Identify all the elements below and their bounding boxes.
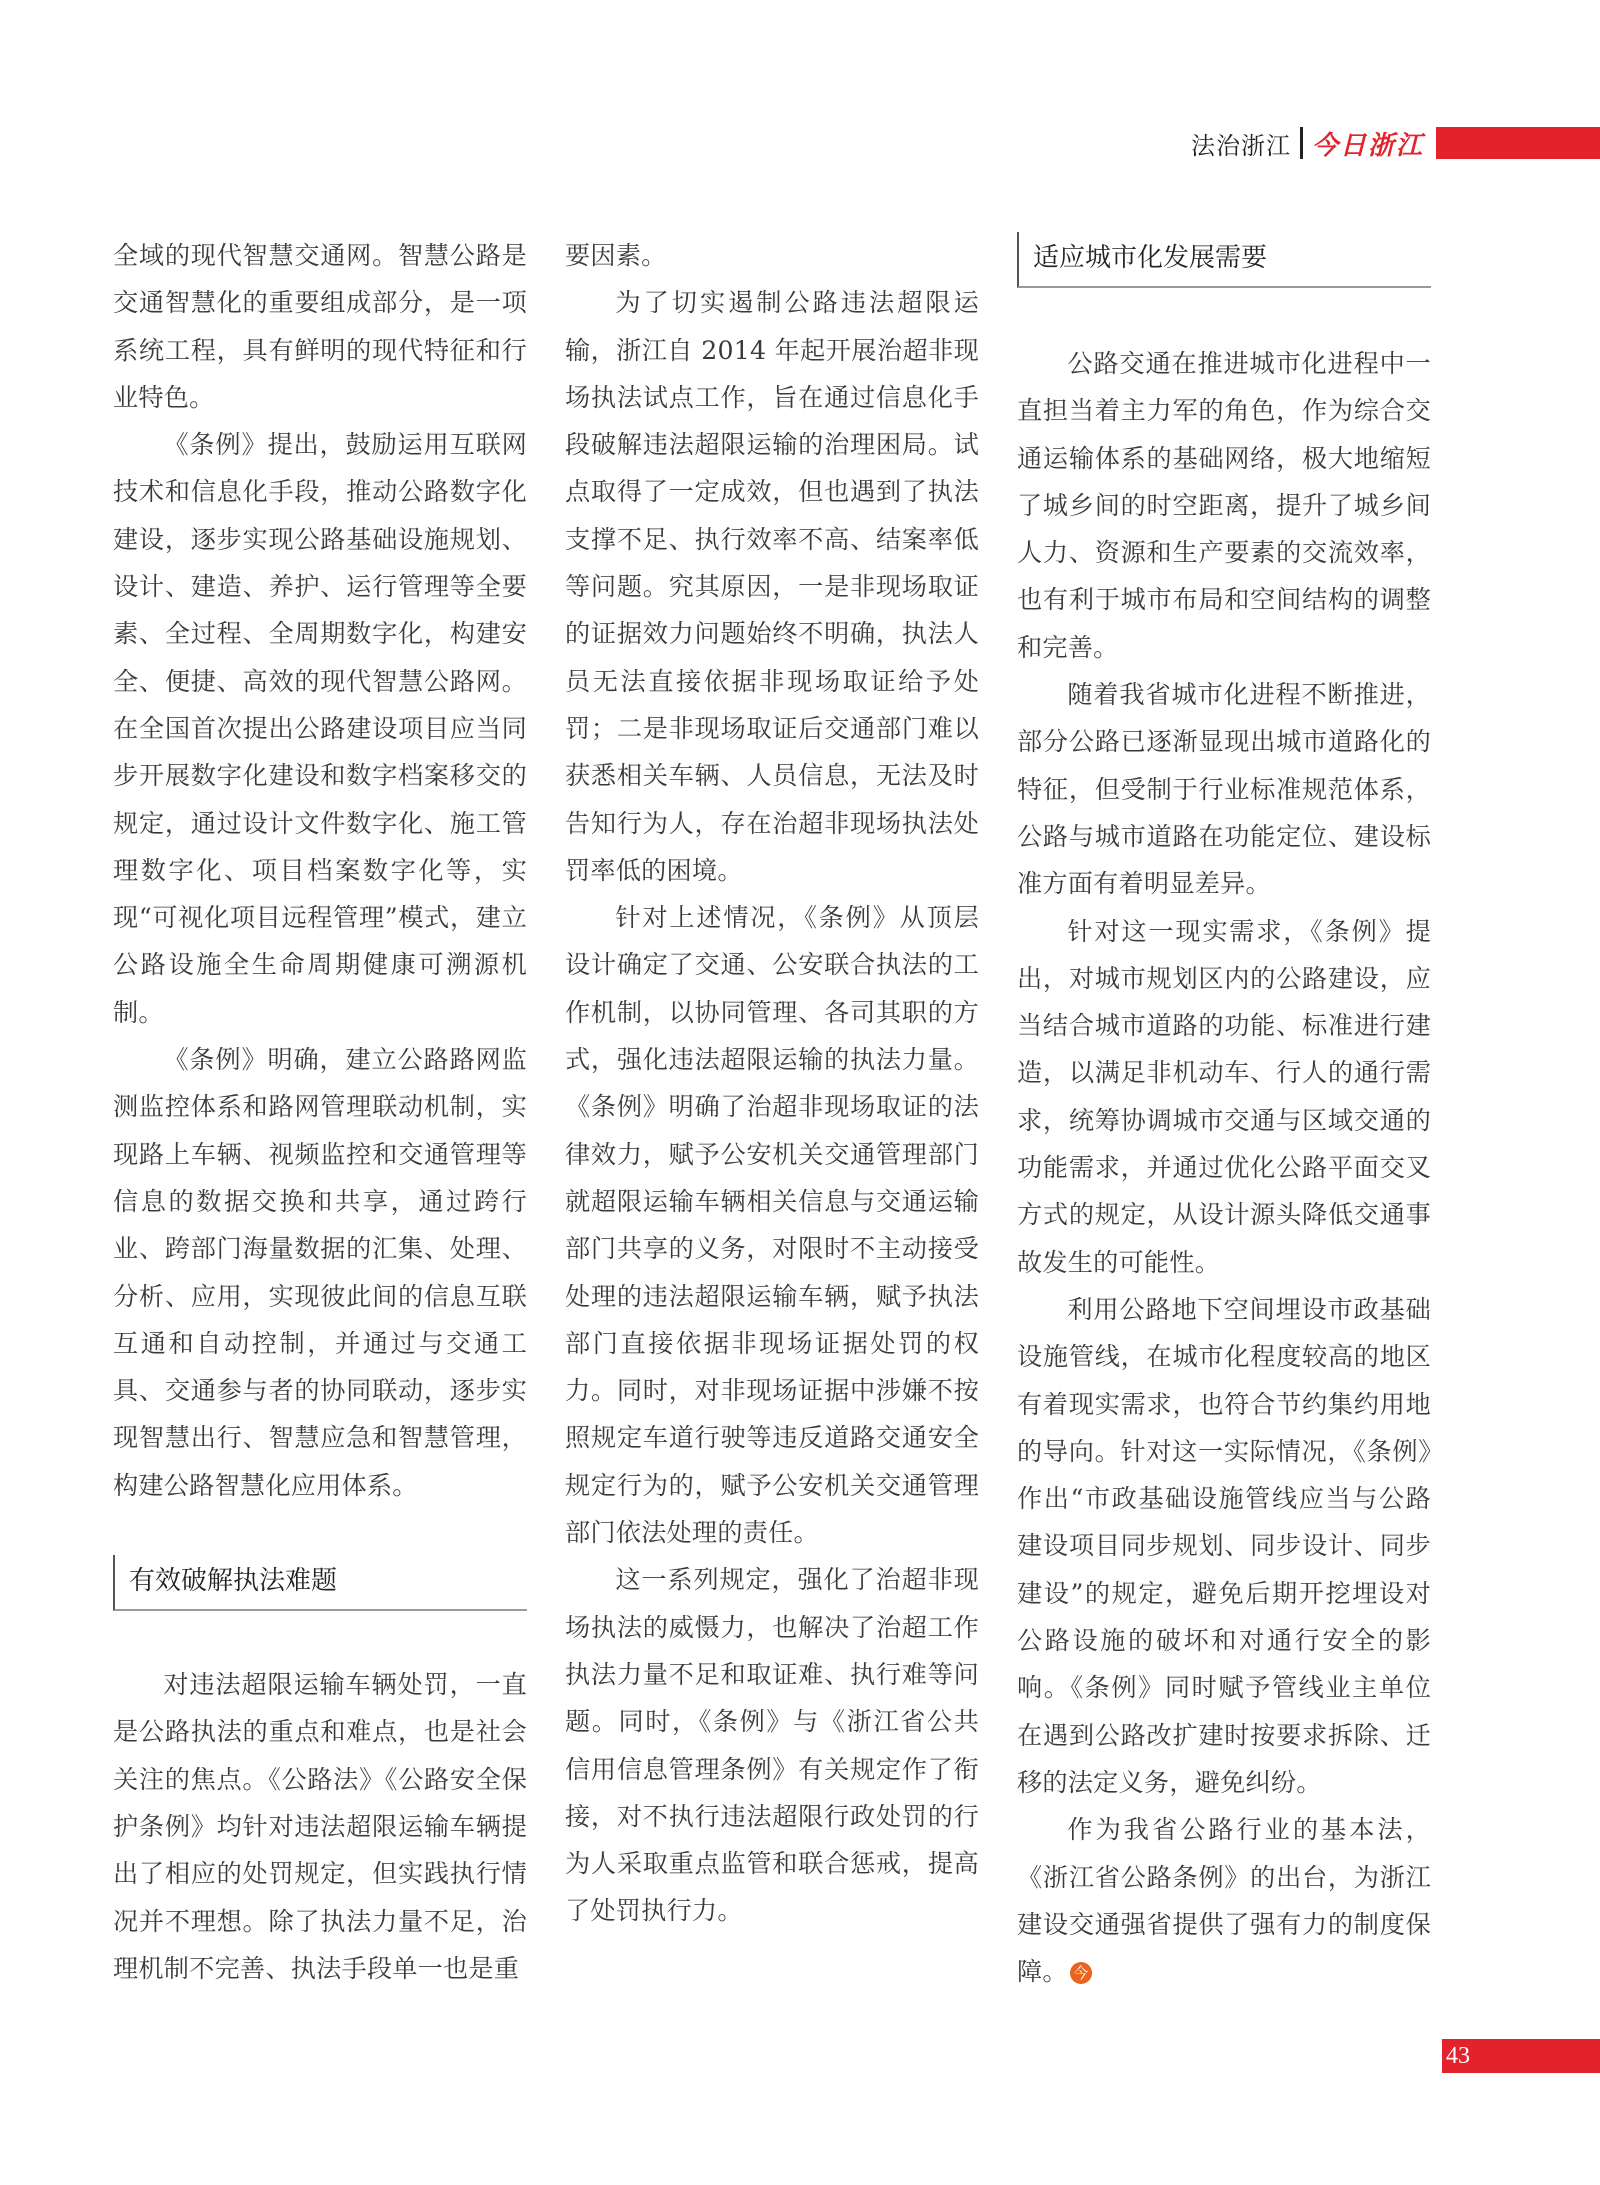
paragraph: 《条例》明确，建立公路路网监测监控体系和路网管理联动机制，实现路上车辆、视频监控和交通管理等信息的数据交换和共享，通过跨行业、跨部门海量数据的汇集、处理、分析、应用，实现彼此间的信息互联互通和自动控制，并通过与交通工具、交通参与者的协同联动，逐步实现智慧出行、智慧应急和智慧管理，构建公路智慧化应用体系。 bbox=[113, 1045, 527, 1500]
article-column-1 bbox=[113, 232, 527, 1992]
paragraph: 针对这一现实需求，《条例》提出，对城市规划区内的公路建设，应当结合城市道路的功能、标准进行建造，以满足非机动车、行人的通行需求，统筹协调城市交通与区域交通的功能需求，并通过优化公路平面交叉方式的规定，从设计源头降低交通事故发生的可能性。 bbox=[1017, 916, 1431, 1277]
paragraph: 对违法超限运输车辆处罚，一直是公路执法的重点和难点，也是社会关注的焦点。《公路法》《公路安全保护条例》均针对违法超限运输车辆提出了相应的处罚规定，但实践执行情况并不理想。除了执法力量不足，治理机制不完善、执法手段单一也是重 bbox=[113, 1670, 527, 1983]
paragraph: 随着我省城市化进程不断推进，部分公路已逐渐显现出城市道路化的特征，但受制于行业标准规范体系，公路与城市道路在功能定位、建设标准方面有着明显差异。 bbox=[1017, 680, 1431, 899]
header-section-title: 法治浙江 bbox=[1190, 131, 1291, 160]
header-brand-logo: 今日浙江 bbox=[1311, 130, 1424, 161]
paragraph: 公路交通在推进城市化进程中一直担当着主力军的角色，作为综合交通运输体系的基础网络，极大地缩短了城乡间的时空距离，提升了城乡间人力、资源和生产要素的交流效率，也有利于城市布局和空间结构的调整和完善。 bbox=[1017, 349, 1431, 662]
paragraph-final bbox=[1017, 1806, 1431, 1995]
paragraph-final-text: 作为我省公路行业的基本法，《浙江省公路条例》的出台，为浙江建设交通强省提供了强有力的制度保障。 bbox=[1017, 1815, 1431, 1987]
article-column-3 bbox=[1017, 232, 1431, 1995]
paragraph: 《条例》提出，鼓励运用互联网技术和信息化手段，推动公路数字化建设，逐步实现公路基础设施规划、设计、建造、养护、运行管理等全要素、全过程、全周期数字化，构建安全、便捷、高效的现代智慧公路网。在全国首次提出公路建设项目应当同步开展数字化建设和数字档案移交的规定，通过设计文件数字化、施工管理数字化、项目档案数字化等，实现“可视化项目远程管理”模式，建立公路设施全生命周期健康可溯源机制。 bbox=[113, 430, 527, 1027]
paragraph: 利用公路地下空间埋设市政基础设施管线，在城市化程度较高的地区有着现实需求，也符合节约集约用地的导向。针对这一实际情况，《条例》作出“市政基础设施管线应当与公路建设项目同步规划、同步设计、同步建设”的规定，避免后期开挖埋设对公路设施的破坏和对通行安全的影响。《条例》同时赋予管线业主单位在遇到公路改扩建时按要求拆除、迁移的法定义务，避免纠纷。 bbox=[1017, 1294, 1431, 1797]
paragraph: 为了切实遏制公路违法超限运输，浙江自 2014 年起开展治超非现场执法试点工作，旨在通过信息化手段破解违法超限运输的治理困局。试点取得了一定成效，但也遇到了执法支撑不足、执行效率不高、结案率低等问题。究其原因，一是非现场取证的证据效力问题始终不明确，执法人员无法直接依据非现场取证给予处罚；二是非现场取证后交通部门难以获悉相关车辆、人员信息，无法及时告知行为人，存在治超非现场执法处罚率低的困境。 bbox=[565, 288, 979, 885]
end-mark-icon: 今 bbox=[1070, 1962, 1092, 1984]
header-divider bbox=[1300, 127, 1303, 159]
paragraph: 要因素。 bbox=[565, 241, 667, 270]
section-heading-text: 有效破解执法难题 bbox=[129, 1566, 338, 1597]
section-heading-enforcement bbox=[113, 1555, 527, 1611]
header-accent-bar bbox=[1436, 127, 1600, 159]
article-column-2 bbox=[565, 232, 979, 1935]
paragraph: 这一系列规定，强化了治超非现场执法的威慑力，也解决了治超工作执法力量不足和取证难、执行难等问题。同时，《条例》与《浙江省公共信用信息管理条例》有关规定作了衔接，对不执行违法超限行政处罚的行为人采取重点监管和联合惩戒，提高了处罚执行力。 bbox=[565, 1565, 979, 1926]
section-heading-urbanization bbox=[1017, 232, 1431, 288]
paragraph: 针对上述情况，《条例》从顶层设计确定了交通、公安联合执法的工作机制，以协同管理、各司其职的方式，强化违法超限运输的执法力量。《条例》明确了治超非现场取证的法律效力，赋予公安机关交通管理部门就超限运输车辆相关信息与交通运输部门共享的义务，对限时不主动接受处理的违法超限运输车辆，赋予执法部门直接依据非现场证据处罚的权力。同时，对非现场证据中涉嫌不按照规定车道行驶等违反道路交通安全规定行为的，赋予公安机关交通管理部门依法处理的责任。 bbox=[565, 903, 979, 1548]
section-heading-text: 适应城市化发展需要 bbox=[1033, 243, 1268, 273]
paragraph: 全域的现代智慧交通网。智慧公路是交通智慧化的重要组成部分，是一项系统工程，具有鲜明的现代特征和行业特色。 bbox=[113, 241, 527, 412]
page-header bbox=[1191, 126, 1600, 160]
page-number-bar bbox=[1442, 2039, 1600, 2073]
page-number: 43 bbox=[1446, 2043, 1470, 2069]
